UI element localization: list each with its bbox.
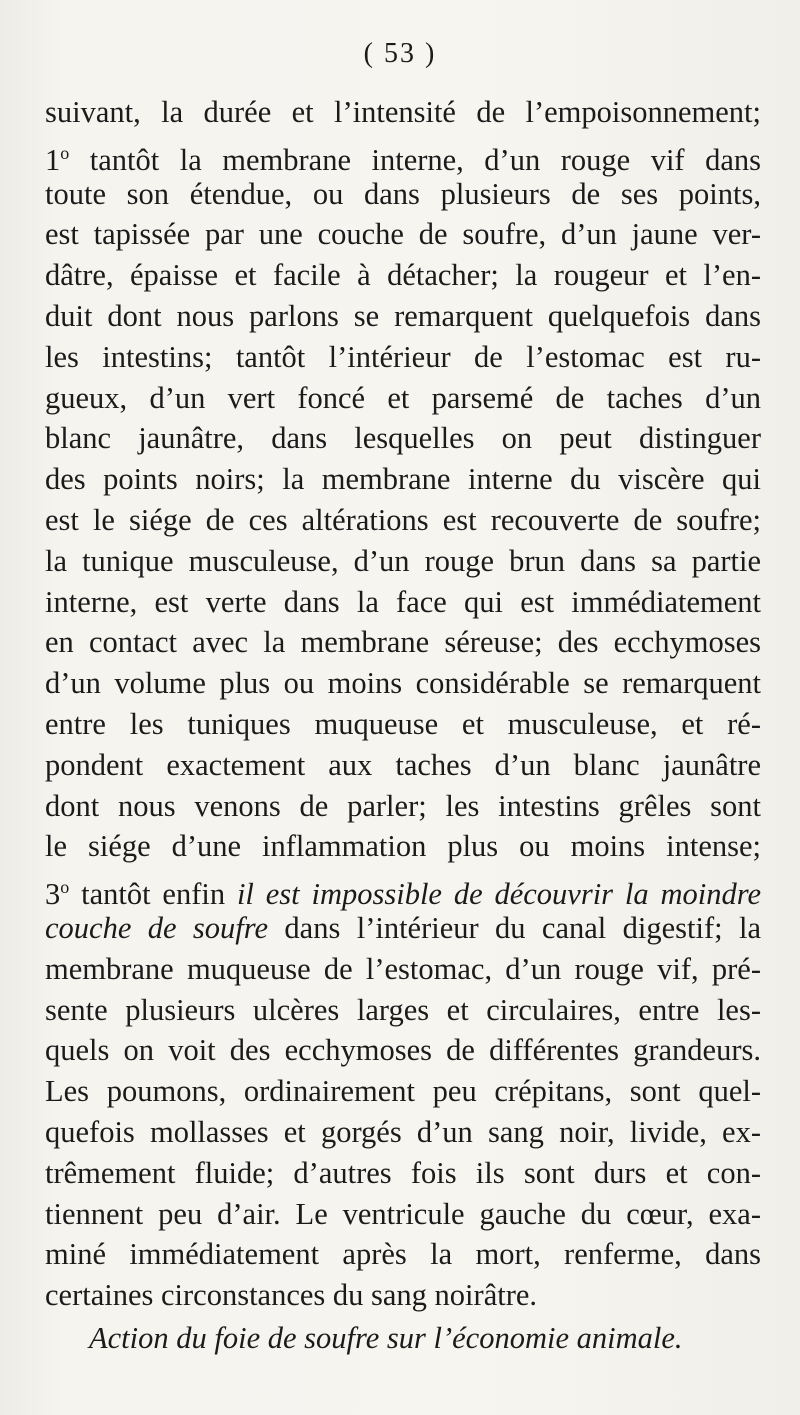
text-line (45, 1194, 761, 1235)
text-segment: sente plusieurs ulcères larges et circulaires, entre les- (45, 992, 761, 1027)
text-segment: en contact avec la membrane séreuse; des ecchymoses (45, 625, 761, 660)
text-segment: toute son étendue, ou dans plusieurs de ses points, (45, 176, 761, 211)
text-segment: la tunique musculeuse, d’un rouge brun dans sa partie (45, 543, 761, 578)
text-line (45, 1234, 761, 1275)
text-segment: interne, est verte dans la face qui est immédiatement (45, 584, 761, 619)
text-line (45, 1030, 761, 1071)
text-segment: membrane muqueuse de l’estomac, d’un rouge vif, pré- (45, 951, 761, 986)
text-segment: 3 (45, 877, 61, 912)
text-segment: 1 (45, 142, 61, 177)
text-segment: entre les tuniques muqueuse et musculeuse, et ré- (45, 706, 761, 741)
text-line (45, 296, 761, 337)
text-segment: est le siége de ces altérations est recouverte de soufre; (45, 502, 761, 537)
text-line (45, 133, 761, 177)
text-line (45, 459, 761, 500)
text-segment: miné immédiatement après la mort, renferme, dans (45, 1237, 761, 1272)
text-line (45, 826, 761, 867)
text-line (45, 990, 761, 1031)
text-line (45, 908, 761, 949)
text-segment: gueux, d’un vert foncé et parsemé de taches d’un (45, 380, 761, 415)
text-line (45, 949, 761, 990)
text-segment: Les poumons, ordinairement peu crépitans, sont quel- (45, 1074, 761, 1109)
text-line (45, 255, 761, 296)
italic-text: il est impossible de découvrir la moindre (236, 877, 761, 912)
text-line (45, 174, 761, 215)
text-line (45, 867, 761, 912)
text-segment: d’un volume plus ou moins considérable se remarquent (45, 666, 761, 701)
text-segment: dâtre, épaisse et facile à détacher; la rougeur et l’en- (45, 258, 761, 293)
text-line (45, 418, 761, 459)
text-segment: blanc jaunâtre, dans lesquelles on peut distinguer (45, 421, 761, 456)
text-line (45, 582, 761, 623)
text-line (45, 500, 761, 541)
text-line (45, 337, 761, 378)
text-segment: trêmement fluide; d’autres fois ils sont durs et con- (45, 1155, 761, 1190)
text-segment: dans l’intérieur du canal digestif; la (268, 910, 761, 945)
italic-text: Action du foie de soufre sur l’économie animale. (89, 1320, 683, 1355)
text-segment: les intestins; tantôt l’intérieur de l’estomac est ru- (45, 339, 761, 374)
text-segment: duit dont nous parlons se remarquent quelquefois dans (45, 298, 761, 333)
text-line (45, 1112, 761, 1153)
text-segment: certaines circonstances du sang noirâtre. (45, 1278, 538, 1313)
text-segment: dont nous venons de parler; les intestins grêles sont (45, 788, 761, 823)
text-segment: tantôt la membrane interne, d’un rouge vif dans (69, 142, 761, 177)
text-segment: suivant, la durée et l’intensité de l’empoisonnement; (45, 95, 761, 129)
text-line (45, 92, 761, 133)
ordinal-superscript: o (60, 877, 70, 898)
text-line (45, 541, 761, 582)
text-segment: tantôt enfin (69, 877, 237, 912)
text-line (45, 214, 761, 255)
text-segment: le siége d’une inflammation plus ou moins intense; (45, 829, 761, 864)
text-segment: tiennent peu d’air. Le ventricule gauche du cœur, exa- (45, 1196, 761, 1231)
text-line (45, 378, 761, 419)
text-line (45, 622, 761, 663)
text-line (45, 1153, 761, 1194)
section-heading (45, 1318, 761, 1359)
text-line (45, 704, 761, 745)
italic-text: couche de soufre (45, 910, 269, 945)
text-segment: pondent exactement aux taches d’un blanc jaunâtre (45, 747, 761, 782)
text-segment: quefois mollasses et gorgés d’un sang noir, livide, ex- (45, 1114, 761, 1149)
text-line (45, 745, 761, 786)
ordinal-superscript: o (60, 142, 70, 163)
text-segment: des points noirs; la membrane interne du viscère qui (45, 462, 761, 497)
page-number: ( 53 ) (363, 38, 437, 69)
text-segment: quels on voit des ecchymoses de différentes grandeurs. (45, 1033, 761, 1068)
text-line (45, 663, 761, 704)
text-segment: est tapissée par une couche de soufre, d’un jaune ver- (45, 217, 761, 252)
text-line (45, 1071, 761, 1112)
text-line (45, 1275, 761, 1316)
body-text (45, 92, 761, 1359)
text-line (45, 786, 761, 827)
